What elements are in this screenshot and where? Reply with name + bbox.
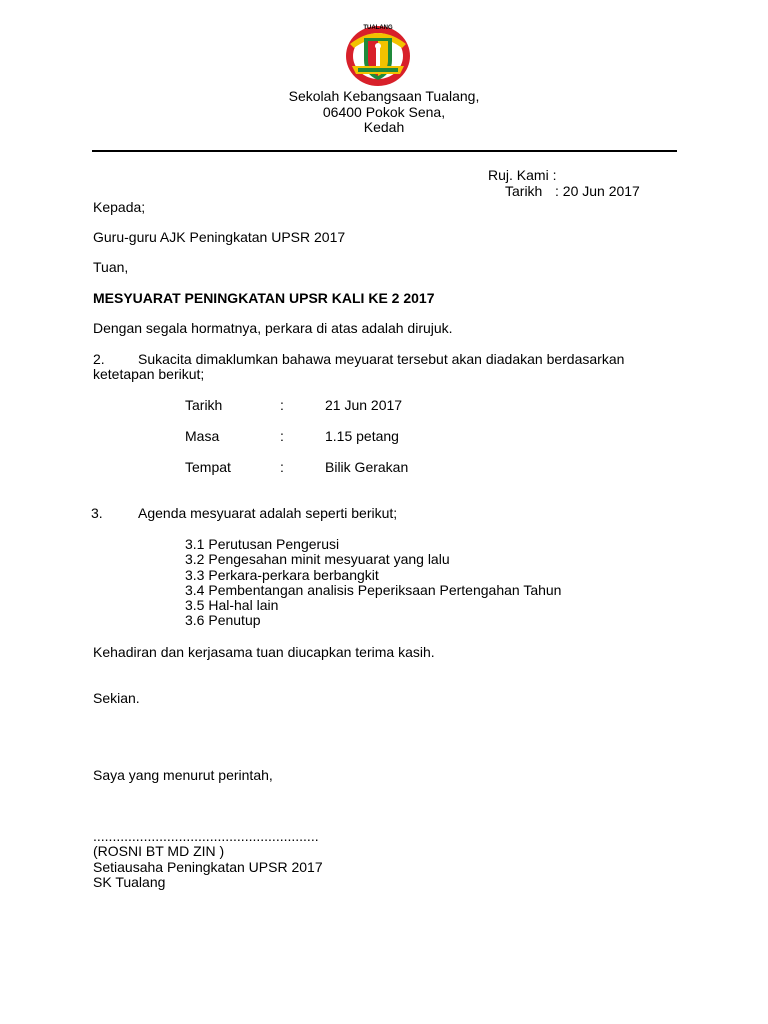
ruj-kami-label: Ruj. Kami : bbox=[488, 167, 557, 183]
salutation: Tuan, bbox=[93, 259, 129, 275]
detail-sep-tempat: : bbox=[280, 459, 284, 475]
header-divider bbox=[92, 150, 677, 152]
sekian-line: Sekian. bbox=[93, 690, 140, 706]
paragraph-2-number: 2. bbox=[93, 351, 105, 367]
agenda-item: 3.3 Perkara-perkara berbangkit bbox=[185, 567, 379, 583]
school-address-line-1: Sekolah Kebangsaan Tualang, bbox=[288, 88, 480, 104]
agenda-item: 3.5 Hal-hal lain bbox=[185, 597, 279, 613]
signature-dots: .......................................................... bbox=[93, 828, 319, 844]
signoff-line: Saya yang menurut perintah, bbox=[93, 767, 273, 783]
paragraph-2-line-1: Sukacita dimaklumkan bahawa meyuarat tersebut akan diadakan berdasarkan bbox=[138, 351, 625, 367]
school-address-line-3: Kedah bbox=[363, 119, 405, 135]
detail-sep-tarikh: : bbox=[280, 397, 284, 413]
detail-sep-masa: : bbox=[280, 428, 284, 444]
agenda-item: 3.6 Penutup bbox=[185, 612, 261, 628]
signatory-title: Setiausaha Peningkatan UPSR 2017 bbox=[93, 859, 323, 875]
tarikh-value: : 20 Jun 2017 bbox=[555, 183, 640, 199]
kepada-label: Kepada; bbox=[93, 199, 146, 215]
agenda-item: 3.4 Pembentangan analisis Peperiksaan Pertengahan Tahun bbox=[185, 582, 562, 598]
paragraph-3-text: Agenda mesyuarat adalah seperti berikut; bbox=[138, 505, 398, 521]
detail-label-tempat: Tempat bbox=[185, 459, 231, 475]
paragraph-1: Dengan segala hormatnya, perkara di atas adalah dirujuk. bbox=[93, 320, 453, 336]
tarikh-label: Tarikh bbox=[505, 183, 543, 199]
paragraph-2-line-2: ketetapan berikut; bbox=[93, 366, 205, 382]
recipient-name: Guru-guru AJK Peningkatan UPSR 2017 bbox=[93, 229, 346, 245]
closing-line: Kehadiran dan kerjasama tuan diucapkan terima kasih. bbox=[93, 644, 435, 660]
detail-value-tempat: Bilik Gerakan bbox=[325, 459, 409, 475]
agenda-item: 3.1 Perutusan Pengerusi bbox=[185, 536, 340, 552]
detail-value-tarikh: 21 Jun 2017 bbox=[325, 397, 403, 413]
signatory-school: SK Tualang bbox=[93, 874, 166, 890]
school-address-line-2: 06400 Pokok Sena, bbox=[322, 104, 446, 120]
school-crest-logo bbox=[344, 22, 412, 90]
subject-heading: MESYUARAT PENINGKATAN UPSR KALI KE 2 2017 bbox=[93, 290, 435, 306]
agenda-item: 3.2 Pengesahan minit mesyuarat yang lalu bbox=[185, 551, 450, 567]
detail-value-masa: 1.15 petang bbox=[325, 428, 399, 444]
logo-text: TUALANG bbox=[363, 25, 393, 31]
detail-label-tarikh: Tarikh bbox=[185, 397, 223, 413]
paragraph-3-number: 3. bbox=[91, 505, 103, 521]
detail-label-masa: Masa bbox=[185, 428, 220, 444]
signatory-name: (ROSNI BT MD ZIN ) bbox=[93, 843, 225, 859]
